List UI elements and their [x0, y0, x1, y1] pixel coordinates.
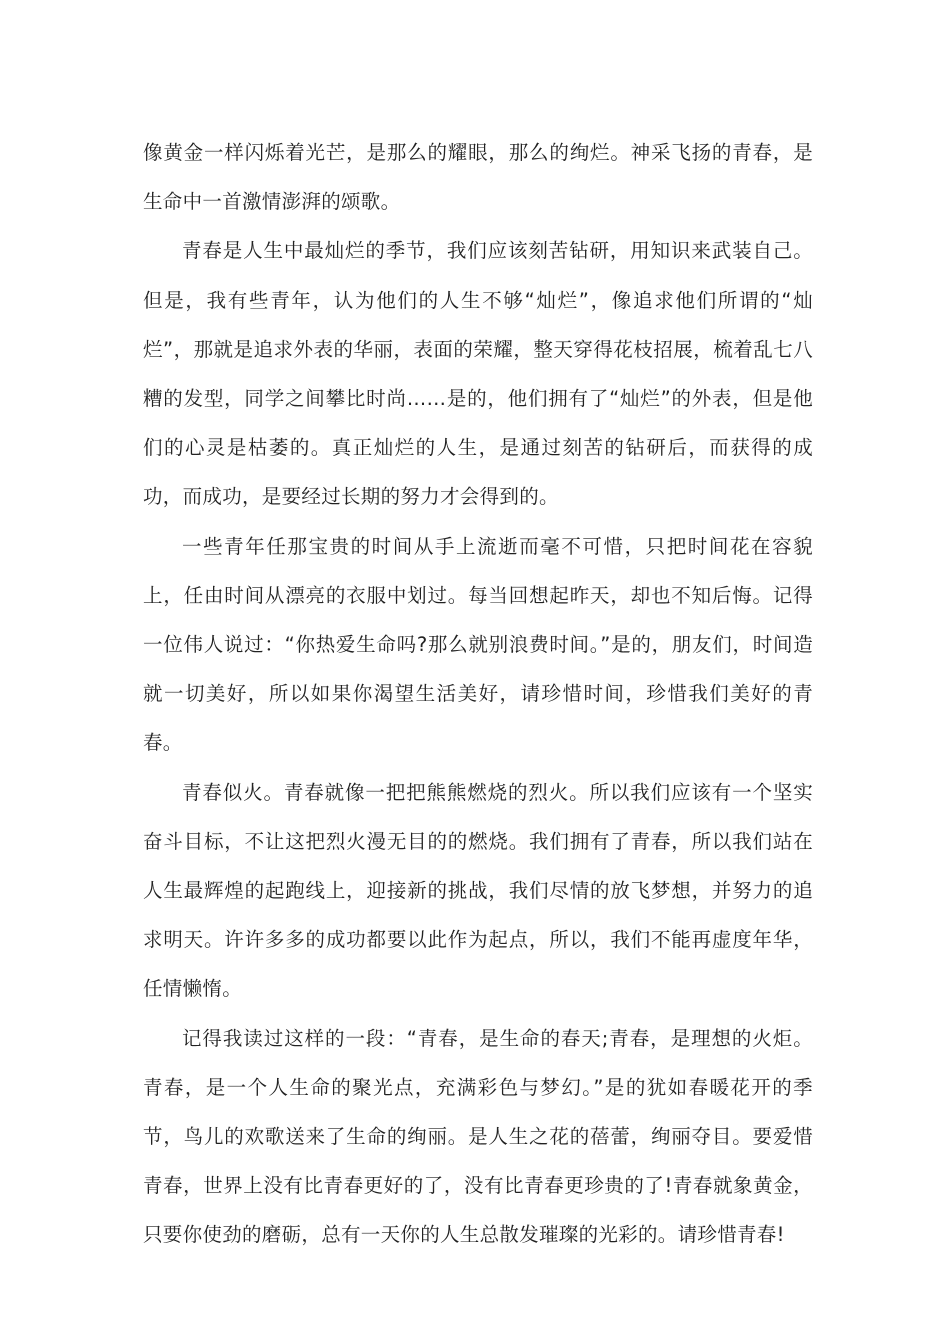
paragraph-3: 一些青年任那宝贵的时间从手上流逝而毫不可惜，只把时间花在容貌上，任由时间从漂亮的衣服中划过。每当回想起昨天，却也不知后悔。记得一位伟人说过：“你热爱生命吗?那么就别浪费时间。”是的，朋友们，时间造就一切美好，所以如果你渴望生活美好，请珍惜时间，珍惜我们美好的青春。: [143, 534, 813, 755]
paragraph-2: 青春是人生中最灿烂的季节，我们应该刻苦钻研，用知识来武装自己。但是，我有些青年，认为他们的人生不够“灿烂”，像追求他们所谓的“灿烂”，那就是追求外表的华丽，表面的荣耀，整天穿得花枝招展，梳着乱七八糟的发型，同学之间攀比时尚……是的，他们拥有了“灿烂”的外表，但是他们的心灵是枯萎的。真正灿烂的人生，是通过刻苦的钻研后，而获得的成功，而成功，是要经过长期的努力才会得到的。: [143, 239, 813, 509]
document-page: [143, 128, 813, 1260]
paragraph-5: 记得我读过这样的一段：“青春，是生命的春天;青春，是理想的火炬。青春，是一个人生命的聚光点，充满彩色与梦幻。”是的犹如春暖花开的季节，鸟儿的欢歌送来了生命的绚丽。是人生之花的蓓蕾，绚丽夺目。要爱惜青春，世界上没有比青春更好的了，没有比青春更珍贵的了!青春就象黄金，只要你使劲的磨砺，总有一天你的人生总散发璀璨的光彩的。请珍惜青春!: [143, 1026, 813, 1247]
paragraph-1: 像黄金一样闪烁着光芒，是那么的耀眼，那么的绚烂。神采飞扬的青春，是生命中一首激情澎湃的颂歌。: [143, 141, 813, 214]
paragraph-4: 青春似火。青春就像一把把熊熊燃烧的烈火。所以我们应该有一个坚实奋斗目标，不让这把烈火漫无目的的燃烧。我们拥有了青春，所以我们站在人生最辉煌的起跑线上，迎接新的挑战，我们尽情的放飞梦想，并努力的追求明天。许许多多的成功都要以此作为起点，所以，我们不能再虚度年华，任情懒惰。: [143, 780, 813, 1001]
